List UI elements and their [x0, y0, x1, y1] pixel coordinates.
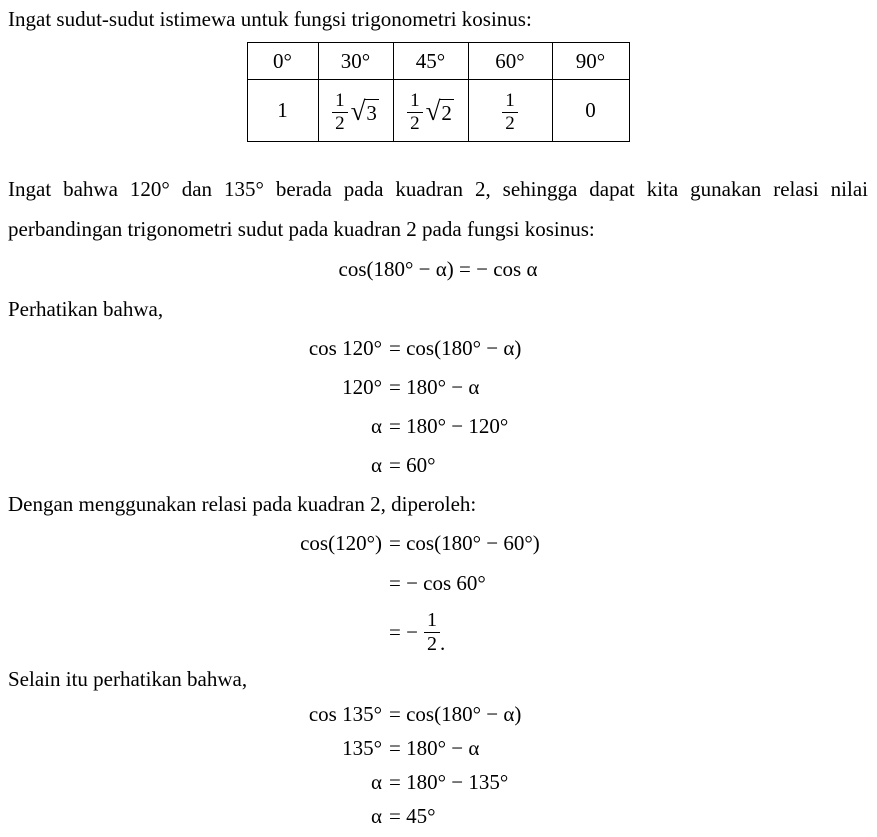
equation-lhs: 135° — [342, 735, 382, 760]
fraction — [407, 90, 423, 135]
table-value-row — [247, 80, 629, 142]
equation-rhs: = 180° − 120° — [389, 414, 509, 438]
equation-row — [8, 329, 868, 368]
square-root — [425, 95, 454, 126]
equation-row — [8, 697, 868, 731]
equation-row — [8, 523, 868, 563]
equation-row — [8, 765, 868, 799]
paragraph-quadrant: Ingat bahwa 120° dan 135° berada pada kuadran 2, sehingga dapat kita gunakan relasi nilai perbandingan trigonometri sudut pada kuadran 2 pada fungsi kosinus: — [8, 177, 868, 241]
fraction-denominator: 2 — [505, 112, 515, 134]
table-value-cell — [318, 80, 393, 142]
equation-row — [8, 368, 868, 407]
table-header-row — [247, 43, 629, 80]
equation-rhs: = 180° − 135° — [389, 769, 509, 794]
equation-row — [8, 563, 868, 603]
equation-suffix: . — [439, 630, 446, 655]
equation-rhs: = cos(180° − α) — [389, 701, 522, 726]
equation-lhs: α — [370, 414, 382, 438]
equation-prefix: = − — [389, 619, 418, 644]
radical-icon: √ — [350, 95, 366, 126]
equation-block-120 — [8, 329, 868, 485]
equation-rhs: = 180° − α — [389, 375, 480, 399]
table-header-cell: 30° — [318, 43, 393, 80]
equation-lhs: cos 120° — [308, 336, 382, 360]
value-text: 1 — [277, 98, 288, 122]
equation-block-cos120 — [8, 523, 868, 661]
table-value-cell — [468, 80, 552, 142]
intro-text: Ingat sudut-sudut istimewa untuk fungsi trigonometri kosinus: — [8, 7, 532, 31]
equation-lhs: α — [370, 769, 382, 794]
equation-row-fraction — [8, 603, 868, 661]
equation-rhs: = cos(180° − 60°) — [389, 530, 540, 555]
equation-rhs: = − cos 60° — [389, 570, 486, 595]
fraction-numerator: 1 — [424, 609, 440, 633]
equation-rhs: = cos(180° − α) — [389, 336, 522, 360]
equation-row — [8, 407, 868, 446]
fraction-numerator: 1 — [502, 90, 518, 113]
equation-lhs: cos 135° — [308, 701, 382, 726]
table-header-cell: 0° — [247, 43, 318, 80]
radicand: 3 — [366, 100, 377, 125]
equation-lhs: cos(120°) — [300, 530, 382, 555]
radicand: 2 — [441, 100, 452, 125]
table-header-cell: 90° — [552, 43, 629, 80]
table-header-cell: 60° — [468, 43, 552, 80]
trig-table-container — [8, 42, 868, 142]
fraction-denominator: 2 — [410, 112, 420, 134]
fraction — [332, 90, 348, 135]
table-value-cell — [393, 80, 468, 142]
equation-block-135 — [8, 697, 868, 833]
table-header-cell: 45° — [393, 43, 468, 80]
paragraph-perhatikan: Perhatikan bahwa, — [8, 297, 164, 321]
equation-relation: cos(180° − α) = − cos α — [338, 257, 538, 281]
fraction-denominator: 2 — [335, 112, 345, 134]
value-text: 0 — [585, 98, 596, 122]
fraction-numerator: 1 — [407, 90, 423, 113]
equation-row — [8, 731, 868, 765]
paragraph-relasi: Dengan menggunakan relasi pada kuadran 2, diperoleh: — [8, 492, 477, 516]
equation-rhs: = 180° − α — [389, 735, 480, 760]
equation-lhs: α — [370, 453, 382, 477]
equation-lhs: α — [370, 803, 382, 828]
equation-row — [8, 446, 868, 485]
equation-rhs: = 45° — [389, 803, 436, 828]
fraction — [424, 609, 440, 656]
fraction-numerator: 1 — [332, 90, 348, 113]
radical-icon: √ — [425, 95, 441, 126]
equation-rhs: = 60° — [389, 453, 436, 477]
table-value-cell — [247, 80, 318, 142]
equation-rhs — [382, 609, 445, 656]
paragraph-selain: Selain itu perhatikan bahwa, — [8, 667, 248, 691]
equation-lhs: 120° — [342, 375, 382, 399]
fraction — [502, 90, 518, 135]
trig-values-table — [247, 42, 630, 142]
equation-row — [8, 799, 868, 833]
square-root — [350, 95, 379, 126]
fraction-denominator: 2 — [426, 632, 437, 655]
table-value-cell — [552, 80, 629, 142]
